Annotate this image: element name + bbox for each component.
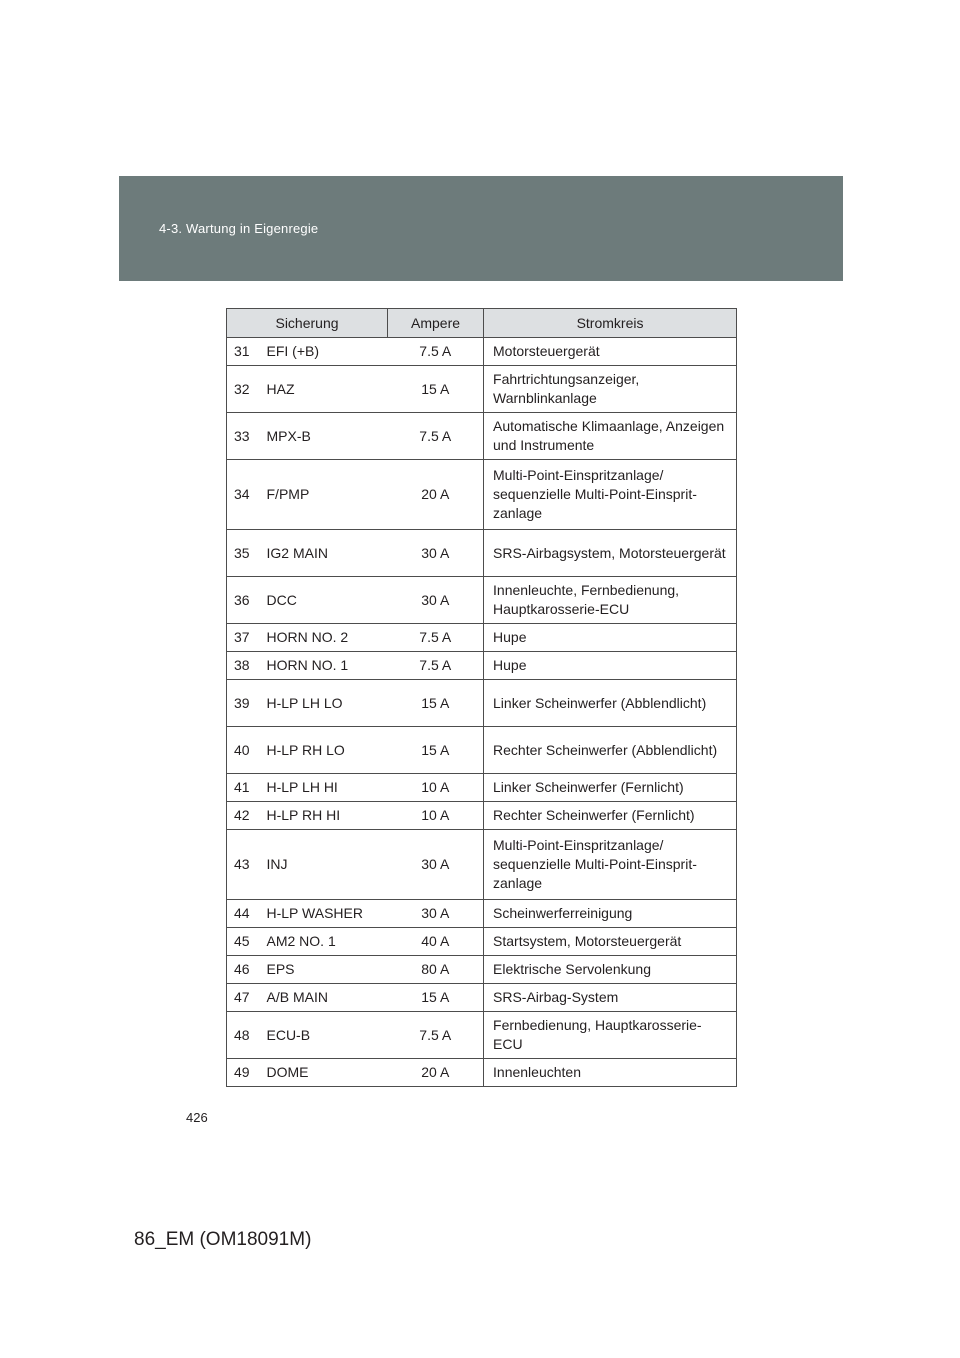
table-row (227, 652, 737, 680)
fuse-number: 37 (227, 624, 263, 652)
fuse-name: EPS (263, 956, 388, 984)
page-number: 426 (186, 1110, 208, 1125)
fuse-number: 41 (227, 774, 263, 802)
table-row (227, 1012, 737, 1059)
fuse-number: 47 (227, 984, 263, 1012)
fuse-name: IG2 MAIN (263, 530, 388, 577)
fuse-ampere: 7.5 A (388, 1012, 484, 1059)
fuse-ampere: 7.5 A (388, 624, 484, 652)
fuse-number: 44 (227, 900, 263, 928)
fuse-ampere: 20 A (388, 460, 484, 530)
fuse-name: H-LP WASHER (263, 900, 388, 928)
table-row (227, 802, 737, 830)
column-header-ampere: Ampere (388, 309, 484, 338)
fuse-number: 49 (227, 1059, 263, 1087)
fuse-name: A/B MAIN (263, 984, 388, 1012)
table-row (227, 900, 737, 928)
fuse-circuit: Innenleuchte, Fernbedienung, Hauptkarosserie-ECU (484, 577, 737, 624)
fuse-ampere: 7.5 A (388, 338, 484, 366)
fuse-number: 40 (227, 727, 263, 774)
table-row (227, 928, 737, 956)
fuse-ampere: 10 A (388, 774, 484, 802)
fuse-name: H-LP RH HI (263, 802, 388, 830)
fuse-name: EFI (+B) (263, 338, 388, 366)
fuse-name: AM2 NO. 1 (263, 928, 388, 956)
table-row (227, 680, 737, 727)
fuse-circuit: Fahrtrichtungsanzeiger, Warnblinkanlage (484, 366, 737, 413)
fuse-circuit: Multi-Point-Einspritzanlage/ sequenzielle Multi-Point-Einsprit-zanlage (484, 830, 737, 900)
table-row (227, 338, 737, 366)
fuse-number: 48 (227, 1012, 263, 1059)
column-header-circuit: Stromkreis (484, 309, 737, 338)
fuse-number: 42 (227, 802, 263, 830)
fuse-ampere: 30 A (388, 577, 484, 624)
table-row (227, 530, 737, 577)
fuse-ampere: 20 A (388, 1059, 484, 1087)
fuse-ampere: 80 A (388, 956, 484, 984)
fuse-number: 39 (227, 680, 263, 727)
table-row (227, 830, 737, 900)
fuse-ampere: 30 A (388, 830, 484, 900)
fuse-number: 46 (227, 956, 263, 984)
fuse-ampere: 15 A (388, 366, 484, 413)
table-row (227, 460, 737, 530)
fuse-number: 43 (227, 830, 263, 900)
fuse-circuit: SRS-Airbagsystem, Motorsteuergerät (484, 530, 737, 577)
fuse-circuit: Startsystem, Motorsteuergerät (484, 928, 737, 956)
fuse-number: 36 (227, 577, 263, 624)
fuse-table (226, 308, 737, 1087)
table-row (227, 727, 737, 774)
fuse-circuit: SRS-Airbag-System (484, 984, 737, 1012)
table-header-row (227, 309, 737, 338)
table-row (227, 1059, 737, 1087)
fuse-name: H-LP LH HI (263, 774, 388, 802)
fuse-circuit: Multi-Point-Einspritzanlage/ sequenzielle Multi-Point-Einsprit-zanlage (484, 460, 737, 530)
fuse-circuit: Rechter Scheinwerfer (Fernlicht) (484, 802, 737, 830)
fuse-name: MPX-B (263, 413, 388, 460)
fuse-ampere: 15 A (388, 727, 484, 774)
table-row (227, 984, 737, 1012)
fuse-number: 31 (227, 338, 263, 366)
fuse-circuit: Fernbedienung, Hauptkarosserie-ECU (484, 1012, 737, 1059)
fuse-ampere: 15 A (388, 680, 484, 727)
fuse-name: H-LP RH LO (263, 727, 388, 774)
fuse-number: 34 (227, 460, 263, 530)
fuse-circuit: Innenleuchten (484, 1059, 737, 1087)
fuse-number: 38 (227, 652, 263, 680)
fuse-circuit: Hupe (484, 652, 737, 680)
fuse-circuit: Hupe (484, 624, 737, 652)
section-header-band (119, 176, 843, 281)
fuse-name: F/PMP (263, 460, 388, 530)
fuse-name: ECU-B (263, 1012, 388, 1059)
fuse-name: HAZ (263, 366, 388, 413)
document-code: 86_EM (OM18091M) (134, 1229, 312, 1250)
fuse-name: HORN NO. 1 (263, 652, 388, 680)
column-header-fuse: Sicherung (227, 309, 388, 338)
fuse-name: HORN NO. 2 (263, 624, 388, 652)
table-row (227, 774, 737, 802)
fuse-name: H-LP LH LO (263, 680, 388, 727)
table-row (227, 956, 737, 984)
table-row (227, 366, 737, 413)
fuse-ampere: 30 A (388, 900, 484, 928)
fuse-circuit: Automatische Klimaanlage, Anzeigen und Instrumente (484, 413, 737, 460)
table-row (227, 577, 737, 624)
fuse-circuit: Rechter Scheinwerfer (Abblendlicht) (484, 727, 737, 774)
fuse-circuit: Elektrische Servolenkung (484, 956, 737, 984)
fuse-ampere: 40 A (388, 928, 484, 956)
fuse-ampere: 7.5 A (388, 413, 484, 460)
table-row (227, 624, 737, 652)
fuse-ampere: 30 A (388, 530, 484, 577)
fuse-ampere: 15 A (388, 984, 484, 1012)
fuse-name: INJ (263, 830, 388, 900)
fuse-ampere: 10 A (388, 802, 484, 830)
fuse-name: DOME (263, 1059, 388, 1087)
fuse-circuit: Linker Scheinwerfer (Fernlicht) (484, 774, 737, 802)
fuse-number: 32 (227, 366, 263, 413)
fuse-number: 35 (227, 530, 263, 577)
fuse-name: DCC (263, 577, 388, 624)
fuse-circuit: Linker Scheinwerfer (Abblendlicht) (484, 680, 737, 727)
section-title: 4-3. Wartung in Eigenregie (159, 221, 319, 236)
fuse-number: 33 (227, 413, 263, 460)
fuse-circuit: Motorsteuergerät (484, 338, 737, 366)
fuse-ampere: 7.5 A (388, 652, 484, 680)
fuse-circuit: Scheinwerferreinigung (484, 900, 737, 928)
fuse-number: 45 (227, 928, 263, 956)
table-row (227, 413, 737, 460)
